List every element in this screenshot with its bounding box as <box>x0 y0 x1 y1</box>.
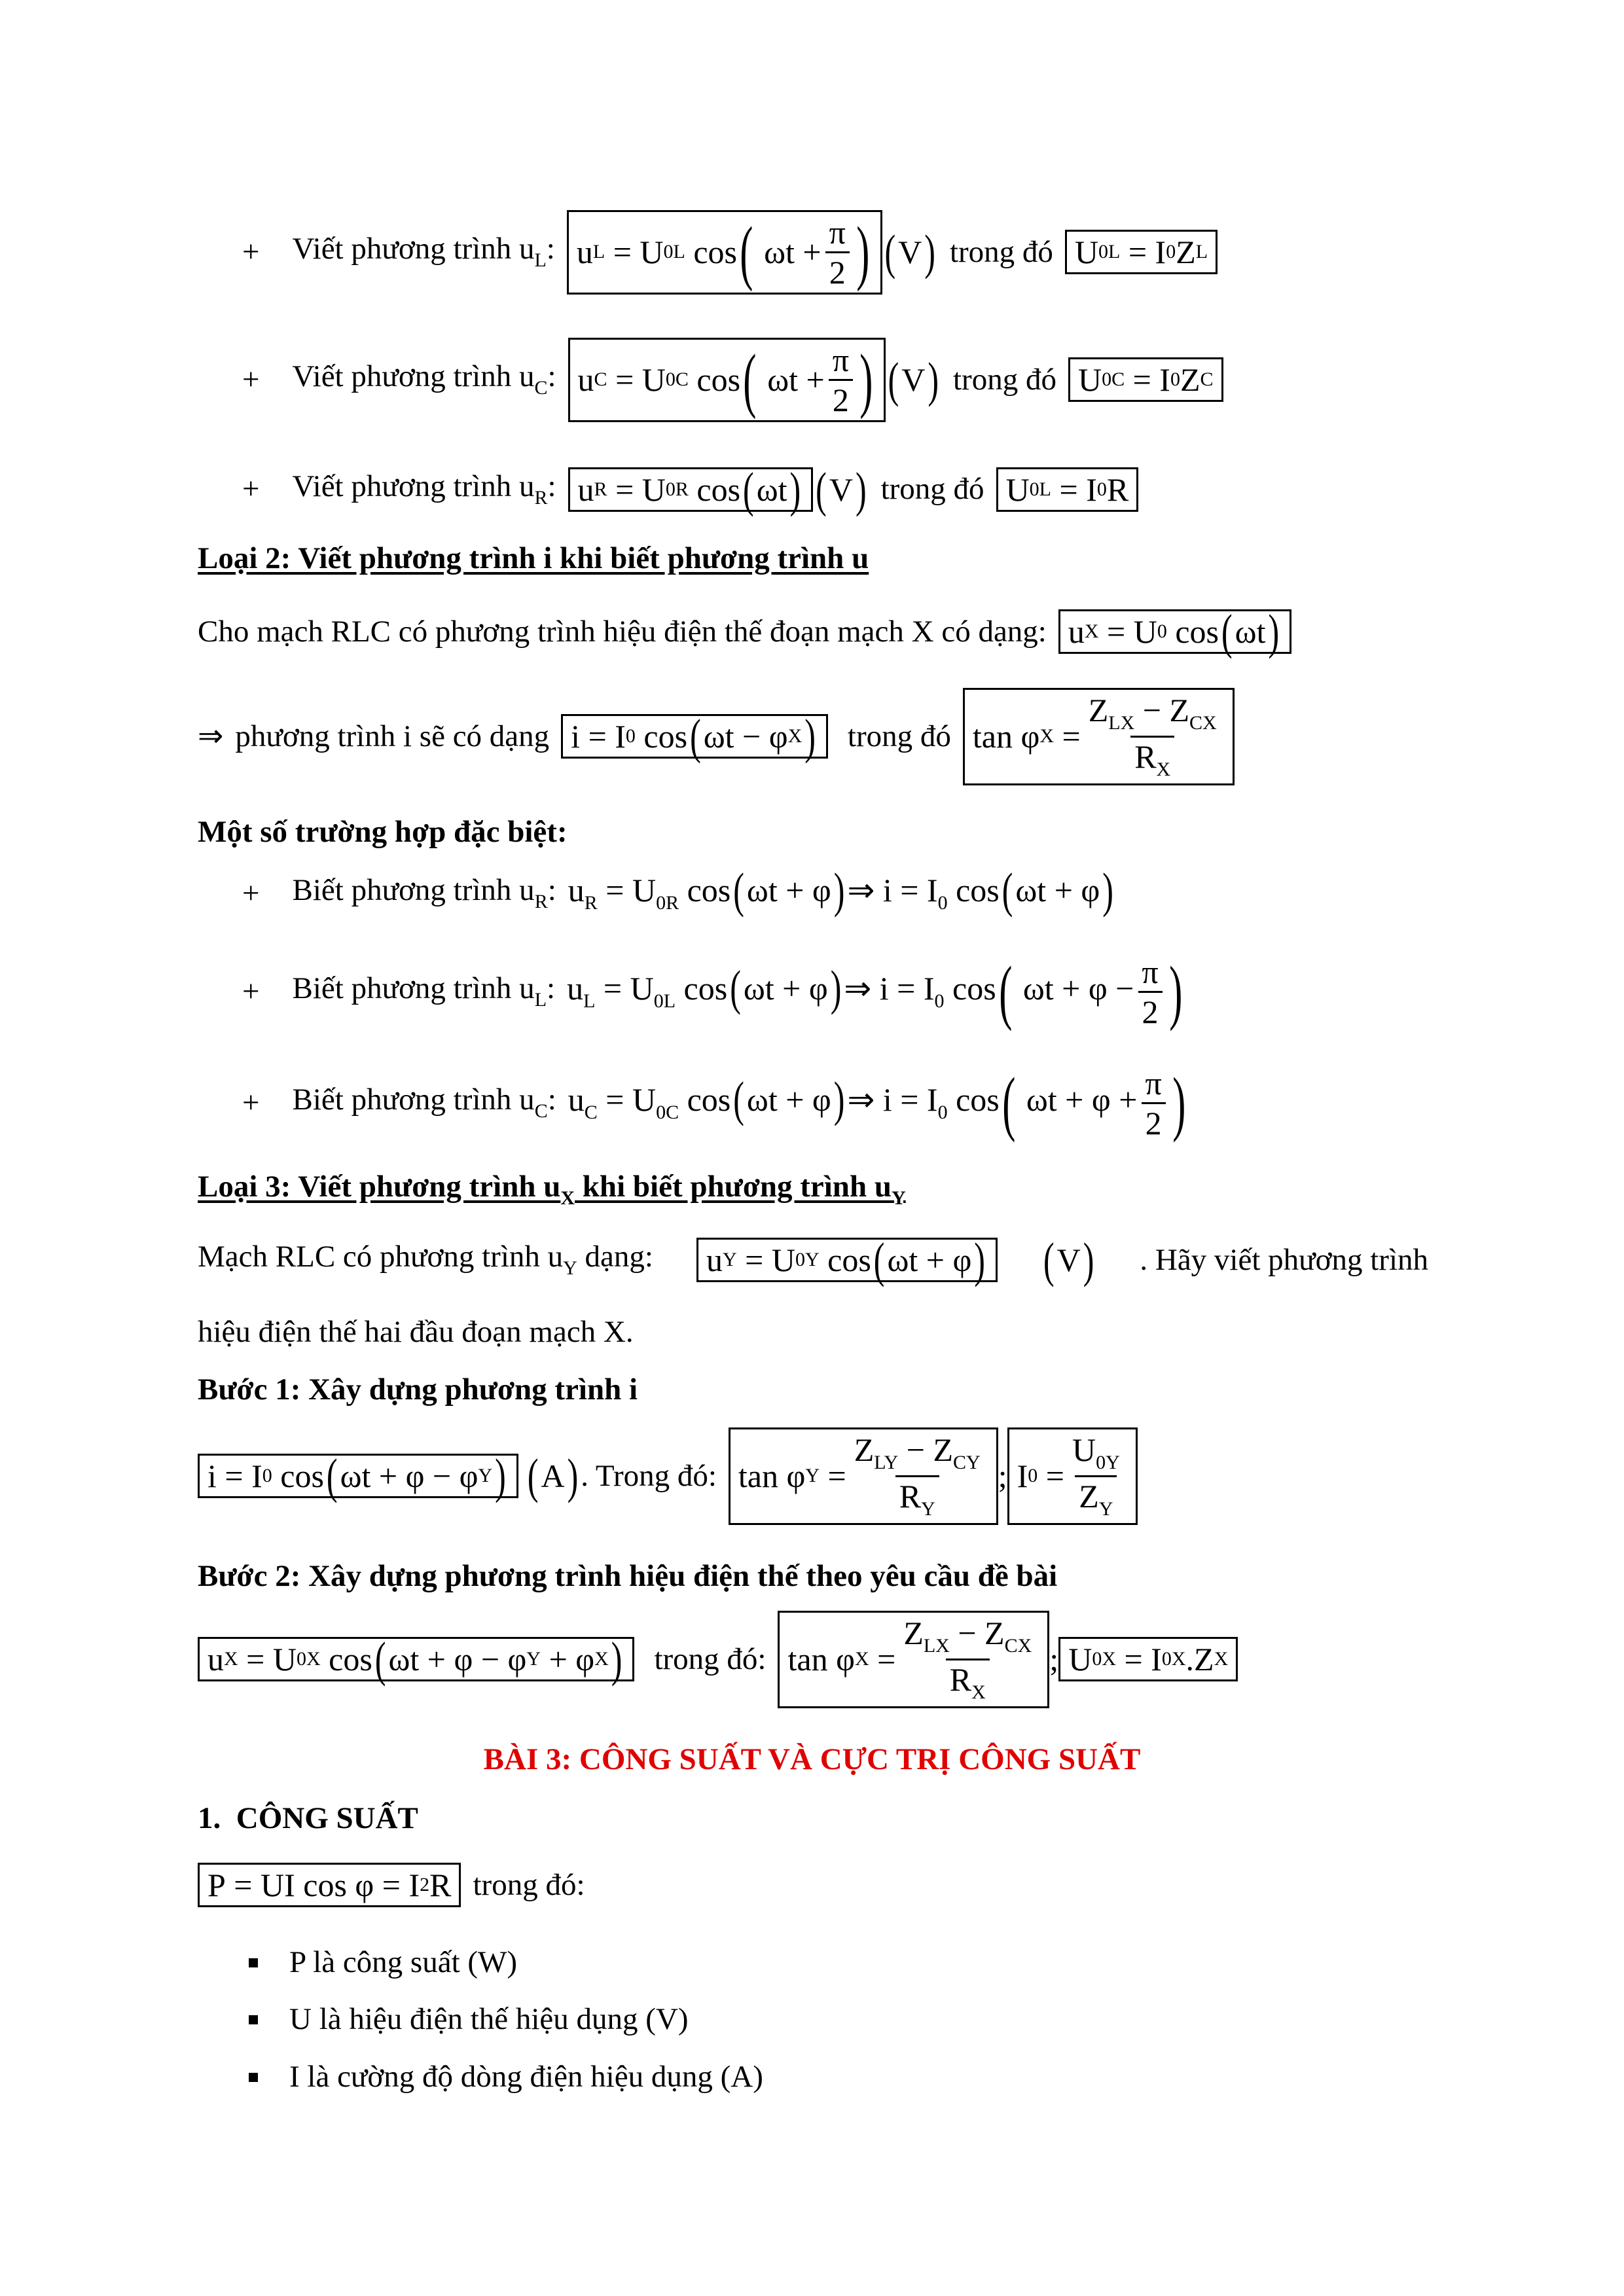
plus-icon: + <box>242 876 260 910</box>
line-special-uC <box>242 1054 1188 1152</box>
formula-uC-box: u C = U 0C cos ( ωt + $\frac{\pi}{2}$ ) <box>568 338 886 422</box>
formula-special-uL: $u_L = U_{0L}$ cos(ωt + φ)⇒ $i = I_0$ cos( ωt + φ − $\frac{\pi}{2}$ ) <box>567 952 1183 1031</box>
square-bullet-icon <box>249 1958 258 1967</box>
label-uL: Viết phương trình $u_L$: <box>292 232 555 271</box>
formula-step2-tanphiX-box: tan φ X = $\frac{Z_{LX} - Z_{CX}}{R_X}$ <box>778 1611 1049 1708</box>
formula-tanphiX-box: tan φ X = $\frac{Z_{LX} - Z_{CX}}{R_X}$ <box>963 688 1235 785</box>
formula-uX-box: u X = U 0 cos ( ωt ) <box>1058 609 1291 654</box>
line-uL: + Viết phương trình $u_L$: u L = U 0L cos ( ωt + $\frac{\pi}{2}$ ) ( V ) trong đó U 0L = I 0 Z L <box>242 203 1218 301</box>
line-step1: i = I 0 cos ( ωt + φ − φ Y ) (A) . Trong đó: tan φ Y = $\frac{Z_{LY} - Z_{CY}}{R_Y}$ ; I 0 = $\frac{U_{0Y}}{Z_Y}$ <box>198 1427 1138 1525</box>
formula-U0R-box: U 0L = I 0 R <box>996 467 1139 512</box>
line-special-uR <box>242 863 1116 920</box>
line-uR: + Viết phương trình $u_R$: u R = U 0R cos ( ωt ) ( V ) trong đó U 0L = I 0 R <box>242 458 1138 520</box>
formula-P-box: P = UI cos φ = I 2 R <box>198 1863 461 1907</box>
formula-U0C-box: U 0C = I 0 Z C <box>1068 357 1223 402</box>
trong-do-text: trong đó <box>949 234 1053 269</box>
formula-special-uR: $u_R = U_{0R}$ cos(ωt + φ)⇒ $i = I_0$ cos(ωt + φ) <box>568 863 1113 918</box>
plus-icon: + <box>242 362 260 397</box>
type3-intro-cont: . Hãy viết phương trình <box>1140 1242 1428 1277</box>
type3-intro-line2: hiệu điện thế hai đầu đoạn mạch X. <box>198 1315 634 1349</box>
trong-do-text: trong đó: <box>654 1641 767 1676</box>
formula-i-box: i = I 0 cos ( ωt − φ X ) <box>561 714 828 759</box>
trong-do-text: . Trong đó: <box>581 1458 717 1493</box>
unit-v: ( <box>884 224 896 279</box>
line-step2: u X = U 0X cos ( ωt + φ − φ Y + φ X ) trong đó: tan φ X = $\frac{Z_{LX} - Z_{CX}}{R_X}$ ; U 0X = I 0X .Z X <box>198 1610 1238 1708</box>
lesson3-title: BÀI 3: CÔNG SUẤT VÀ CỰC TRỊ CÔNG SUẤT <box>483 1742 1141 1776</box>
label-special-uC: Biết phương trình $u_C$: <box>292 1083 556 1122</box>
line-type2-result <box>198 687 1235 785</box>
line-special-uL <box>242 942 1185 1041</box>
formula-I0-box: I 0 = $\frac{U_{0Y}}{Z_Y}$ <box>1007 1427 1138 1525</box>
line-power-formula <box>198 1859 585 1911</box>
formula-U0L-box: U 0L = I 0 Z L <box>1065 230 1218 274</box>
bullet-item: U là hiệu điện thế hiệu dụng (V) <box>249 2004 689 2035</box>
bullet-item: I là cường độ dòng điện hiệu dụng (A) <box>249 2062 763 2092</box>
formula-special-uC: $u_C = U_{0C}$ cos(ωt + φ)⇒ $i = I_0$ cos( ωt + φ + $\frac{\pi}{2}$ ) <box>568 1063 1186 1143</box>
label-special-uL: Biết phương trình $u_L$: <box>292 971 556 1011</box>
plus-icon: + <box>242 472 260 506</box>
heading-special-cases: Một số trường hợp đặc biệt: <box>198 815 568 849</box>
bullet-item: P là công suất (W) <box>249 1947 517 1978</box>
formula-step1-i-box: i = I 0 cos ( ωt + φ − φ Y ) <box>198 1454 518 1498</box>
heading-step2: Bước 2: Xây dựng phương trình hiệu điện thế theo yêu cầu đề bài <box>198 1559 1058 1593</box>
line-uC: + Viết phương trình $u_C$: u C = U 0C cos ( ωt + $\frac{\pi}{2}$ ) ( V ) trong đó U 0C = I 0 Z C <box>242 331 1223 429</box>
label-uC: Viết phương trình $u_C$: <box>292 359 556 399</box>
square-bullet-icon <box>249 2015 258 2024</box>
formula-tanphiY-box: tan φ Y = $\frac{Z_{LY} - Z_{CY}}{R_Y}$ <box>729 1427 998 1525</box>
plus-icon: + <box>242 974 260 1009</box>
trong-do-text: trong đó <box>847 719 951 753</box>
type3-intro-text: Mạch RLC có phương trình $u_Y$ dạng: <box>198 1240 653 1279</box>
heading-type3: Loại 3: Viết phương trình $u_X$ khi biết phương trình $u_Y$ <box>198 1170 906 1209</box>
heading-step1: Bước 1: Xây dựng phương trình i <box>198 1372 638 1407</box>
trong-do-text: trong đó <box>880 472 984 506</box>
section1-heading: 1. CÔNG SUẤT <box>198 1801 418 1835</box>
type2-intro-text: Cho mạch RLC có phương trình hiệu điện thế đoạn mạch X có dạng: <box>198 614 1047 649</box>
label-uR: Viết phương trình $u_R$: <box>292 469 556 509</box>
heading-type2: Loại 2: Viết phương trình i khi biết phương trình u <box>198 541 869 575</box>
type2-result-text: phương trình i sẽ có dạng <box>235 719 550 753</box>
trong-do-text: trong đó: <box>473 1867 585 1902</box>
line-type2-intro <box>198 605 1291 658</box>
label-special-uR: Biết phương trình $u_R$: <box>292 873 556 912</box>
formula-U0X-box: U 0X = I 0X .Z X <box>1058 1637 1238 1681</box>
square-bullet-icon <box>249 2073 258 2082</box>
plus-icon: + <box>242 1085 260 1120</box>
formula-step2-uX-box: u X = U 0X cos ( ωt + φ − φ Y + φ X ) <box>198 1637 634 1681</box>
trong-do-text: trong đó <box>953 362 1056 397</box>
plus-icon: + <box>242 234 260 269</box>
line-type3-intro: Mạch RLC có phương trình $u_Y$ dạng: u Y = U 0Y cos ( ωt + φ ) (V) . Hãy viết phương trình <box>198 1232 1428 1287</box>
formula-uL-box: u L = U 0L cos ( ωt + $\frac{\pi}{2}$ ) <box>567 210 882 295</box>
implies-icon: ⇒ <box>198 719 224 753</box>
formula-uR-box: u R = U 0R cos ( ωt ) <box>568 467 814 512</box>
formula-uY-box: u Y = U 0Y cos ( ωt + φ ) <box>696 1238 998 1282</box>
